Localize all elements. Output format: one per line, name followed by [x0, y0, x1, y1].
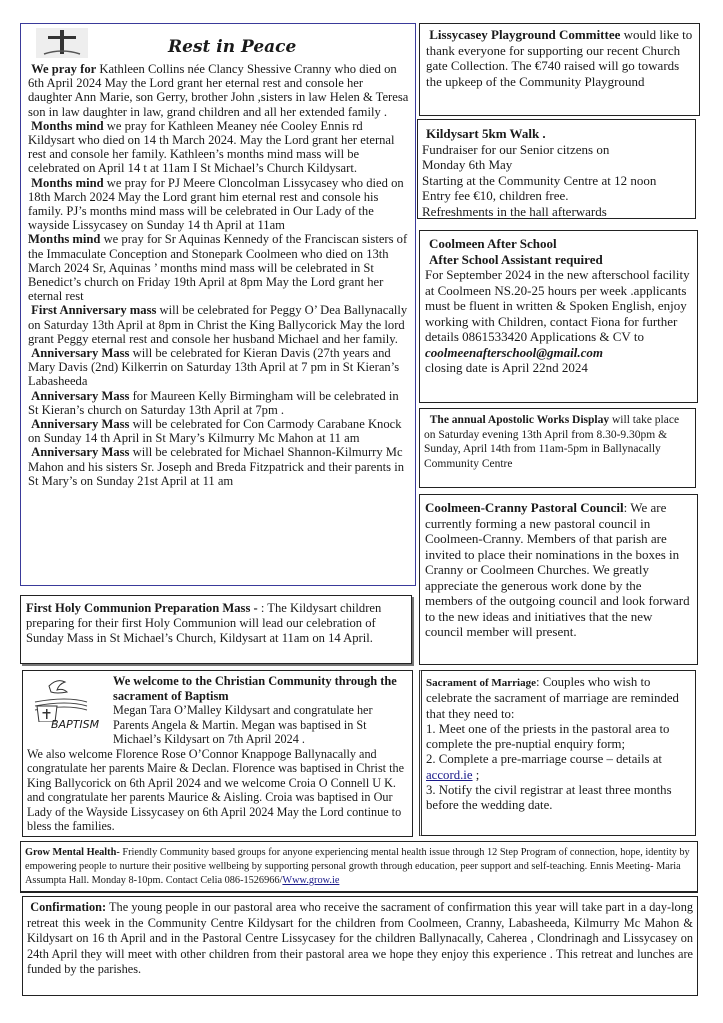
baptism-text-2: We also welcome Florence Rose O’Connor Knappoge Ballynacally and congratulate her parents Maire & Declan. Florence was baptised in Christ the King Ballycorick on 6th April 2024 and we welcome Croia O Connell U K. and congratulate her parents Maurice & Aisling. Croia was baptised in Our Lady of the Wayside Lissycasey on 6th April 2024 May the Lord continue to bless the families. [27, 746, 405, 833]
marriage-step-2 [426, 752, 691, 783]
afterschool-title: Coolmeen After School [429, 236, 557, 251]
afterschool-box [419, 230, 698, 403]
grow-text: Friendly Community based groups for anyone experiencing mental health issue through 12 Step Program of connection, hope, identity by empowering people to nurture their positive wellbeing by supporting personal growth through education, peer support and self-teaching. Ennis Meeting- Maria Assumpta Hall. Monday 8-10pm. Contact Celia 086-1526966/ [25, 847, 690, 886]
apostolic-lead: The annual Apostolic Works Display [429, 414, 610, 426]
dove-icon [27, 676, 109, 722]
entry-text: will be celebrated for Peggy O’ Dea Ballynacally on Saturday 13th April at 8pm in Christ the King Ballycorick May the lord grant Peggy eternal rest and console her husband Michael and her family. [28, 303, 408, 346]
walk-line: Starting at the Community Centre at 12 noon [422, 172, 657, 188]
grow-link[interactable]: Www.grow.ie [282, 875, 340, 886]
marriage-step-2-text: 2. Complete a pre-marriage course – details at [426, 752, 662, 767]
entry-lead: Anniversary Mass [31, 417, 130, 432]
walk-title: Kildysart 5km Walk . [426, 126, 546, 141]
playground-box [419, 23, 700, 116]
playground-lead: Lissycasey Playground Committee [429, 27, 621, 42]
walk-line: Entry fee €10, children free. [422, 188, 569, 203]
apostolic-text: will take place on Saturday evening 13th April from 8.30-9.30pm & Sunday, April 14th from 11am-5pm in Ballynacally Community Centre [424, 414, 680, 470]
rest-in-peace-box [20, 23, 416, 586]
baptism-title: We welcome to the Christian Community through the sacrament of Baptism [113, 674, 397, 703]
entry [28, 119, 410, 176]
baptism-text-1: Megan Tara O’Malley Kildysart and congratulate her Parents Angela & Martin. Megan was baptised in St Michael’s Kildysart on 7th April 2024 . [113, 703, 373, 746]
entry-text: we pray for PJ Meere Cloncolman Lissycasey who died on 18th March 2024 May the Lord grant him eternal rest and console his family. PJ’s months mind mass will be celebrated in Our Lady of the wayside Lissycasey on Sunday 14 th April at 11am [28, 175, 404, 233]
cross-icon [36, 28, 88, 58]
entry-text: will be celebrated for Kieran Davis (27th years and Mary Davis (2nd) Kilkerrin on Saturday 13th April at 7 pm in St Kieran’s Labasheeda [28, 346, 400, 389]
rest-in-peace-title: Rest in Peace [168, 37, 297, 57]
walk-box [417, 119, 696, 219]
council-text: : We are currently forming a new pastoral council in Coolmeen-Cranny. Members of that parish are invited to place their nominations in the boxes in Cranny or Coolmeen Churches. We greatly appreciate the generous work done by the members of the outgoing council and look forward to the new ideas and initiatives that the new council member will present. [425, 500, 690, 639]
confirmation-lead: Confirmation: [30, 900, 107, 914]
entry [28, 445, 410, 488]
communion-text: : The Kildysart children preparing for their first Holy Communion will lead our celebration of Sunday Mass in St Michael’s Church, Kildysart at 11am on 14 April. [26, 601, 382, 645]
entry-lead: Months mind [31, 118, 104, 133]
marriage-lead: Sacrament of Marriage [426, 677, 536, 689]
marriage-box [419, 670, 696, 836]
entry [28, 176, 410, 233]
communion-lead: First Holy Communion Preparation Mass - [26, 601, 261, 615]
confirmation-box [22, 896, 698, 996]
communion-box [20, 595, 412, 664]
council-lead: Coolmeen-Cranny Pastoral Council [425, 500, 624, 515]
marriage-step-3: 3. Notify the civil registrar at least three months before the wedding date. [426, 783, 672, 813]
walk-line: Monday 6th May [422, 157, 513, 172]
entry-text: for Maureen Kelly Birmingham will be celebrated in St Kieran’s church on Saturday 13th April at 7pm . [28, 388, 399, 417]
entry-text: we pray for Sr Aquinas Kennedy of the Franciscan sisters of the Immaculate Conception and Stonepark Coolmeen who died on 13th March 2024 Sr, Aquinas ’ months mind mass will be celebrated in St Benedict’s church on Friday 19th April at 8pm May the Lord grant her eternal rest [28, 232, 408, 304]
playground-text: would like to thank everyone for supporting our recent Church gate Collection. The €740 raised will go towards the upkeep of the Community Playground [426, 27, 693, 89]
rest-in-peace-entries [28, 62, 410, 488]
entry-text: we pray for Kathleen Meaney née Cooley Ennis rd Kildysart who died on 14 th March 2024. May the Lord grant her eternal rest and console her family. Kathleen’s months mind mass will be celebrated on April 14 t at 11am I St Michael’s Church Kildysart. [28, 118, 395, 176]
grow-box [20, 841, 698, 893]
marriage-step-1: 1. Meet one of the priests in the pastoral area to complete the pre-nuptial enquiry form; [426, 721, 670, 752]
entry-text: will be celebrated for Con Carmody Carabane Knock on Sunday 14 th April in St Mary’s Kilmurry Mc Mahon at 11 am [28, 417, 402, 446]
entry-lead: Months mind [31, 175, 104, 190]
grow-lead: Grow Mental Health- [25, 847, 120, 858]
entry-text: Kathleen Collins née Clancy Shessive Cranny who died on 6th April 2024 May the Lord grant her eternal rest and console her daughter Ann Marie, son Gerry, brother John ,sisters in law Helen & Teresa son in law daughter in law, grand children and all her extended family . [28, 62, 409, 119]
entry [28, 389, 410, 417]
council-box [419, 494, 698, 665]
baptism-logo-text: BAPTISM [51, 718, 100, 731]
entry-lead: Anniversary Mass [31, 445, 130, 460]
entry [28, 346, 410, 389]
walk-line: Refreshments in the hall afterwards [422, 203, 607, 219]
entry-lead: We pray for [31, 62, 97, 76]
entry [28, 303, 410, 346]
walk-line: Fundraiser for our Senior citzens on [422, 141, 610, 157]
marriage-intro: : Couples who wish to celebrate the sacrament of marriage are reminded that they need to: [426, 675, 679, 721]
baptism-box [22, 670, 413, 837]
entry [28, 62, 410, 119]
accord-link[interactable]: accord.ie [426, 767, 473, 782]
afterschool-subtitle: After School Assistant required [429, 251, 603, 267]
marriage-step-2-end: ; [472, 767, 480, 782]
entry-lead: Months mind [28, 232, 101, 247]
confirmation-text: The young people in our pastoral area who receive the sacrament of confirmation this year will take part in a day-long retreat this week in the Community Centre Kildysart for the children from Coolmeen, Cranny, Labasheeda, Kilmurry Mc Mahon & Kildysart on 16 th April and in the Pastoral Centre Lissycasey for the children Ballynacally, Caherea , Clondrinagh and Lissycasey on 24th April they will meet with other children from their pastoral area we hope they enjoy this experience . This retreat and lunches are funded by the parishes. [27, 900, 693, 976]
baptism-logo [27, 674, 109, 734]
entry [28, 232, 410, 303]
entry-lead: Anniversary Mass [31, 346, 130, 361]
afterschool-text: For September 2024 in the new afterschool facility at Coolmeen NS.20-25 hours per week .applicants must be fluent in written & Spoken English, enjoy working with Children, contact Fiona for further details 0861533420 Applications & CV to [425, 267, 690, 344]
apostolic-box [419, 408, 696, 488]
entry-text: will be celebrated for Michael Shannon-Kilmurry Mc Mahon and his sisters Sr. Joseph and Breda Fitzpatrick and their parents in St Mary’s on Sunday 21st April at 11 am [28, 445, 404, 488]
entry-lead: First Anniversary mass [31, 303, 157, 318]
afterschool-closing: closing date is April 22nd 2024 [425, 360, 588, 375]
entry [28, 417, 410, 445]
afterschool-email[interactable]: coolmeenafterschool@gmail.com [425, 344, 603, 360]
entry-lead: Anniversary Mass [31, 388, 130, 403]
